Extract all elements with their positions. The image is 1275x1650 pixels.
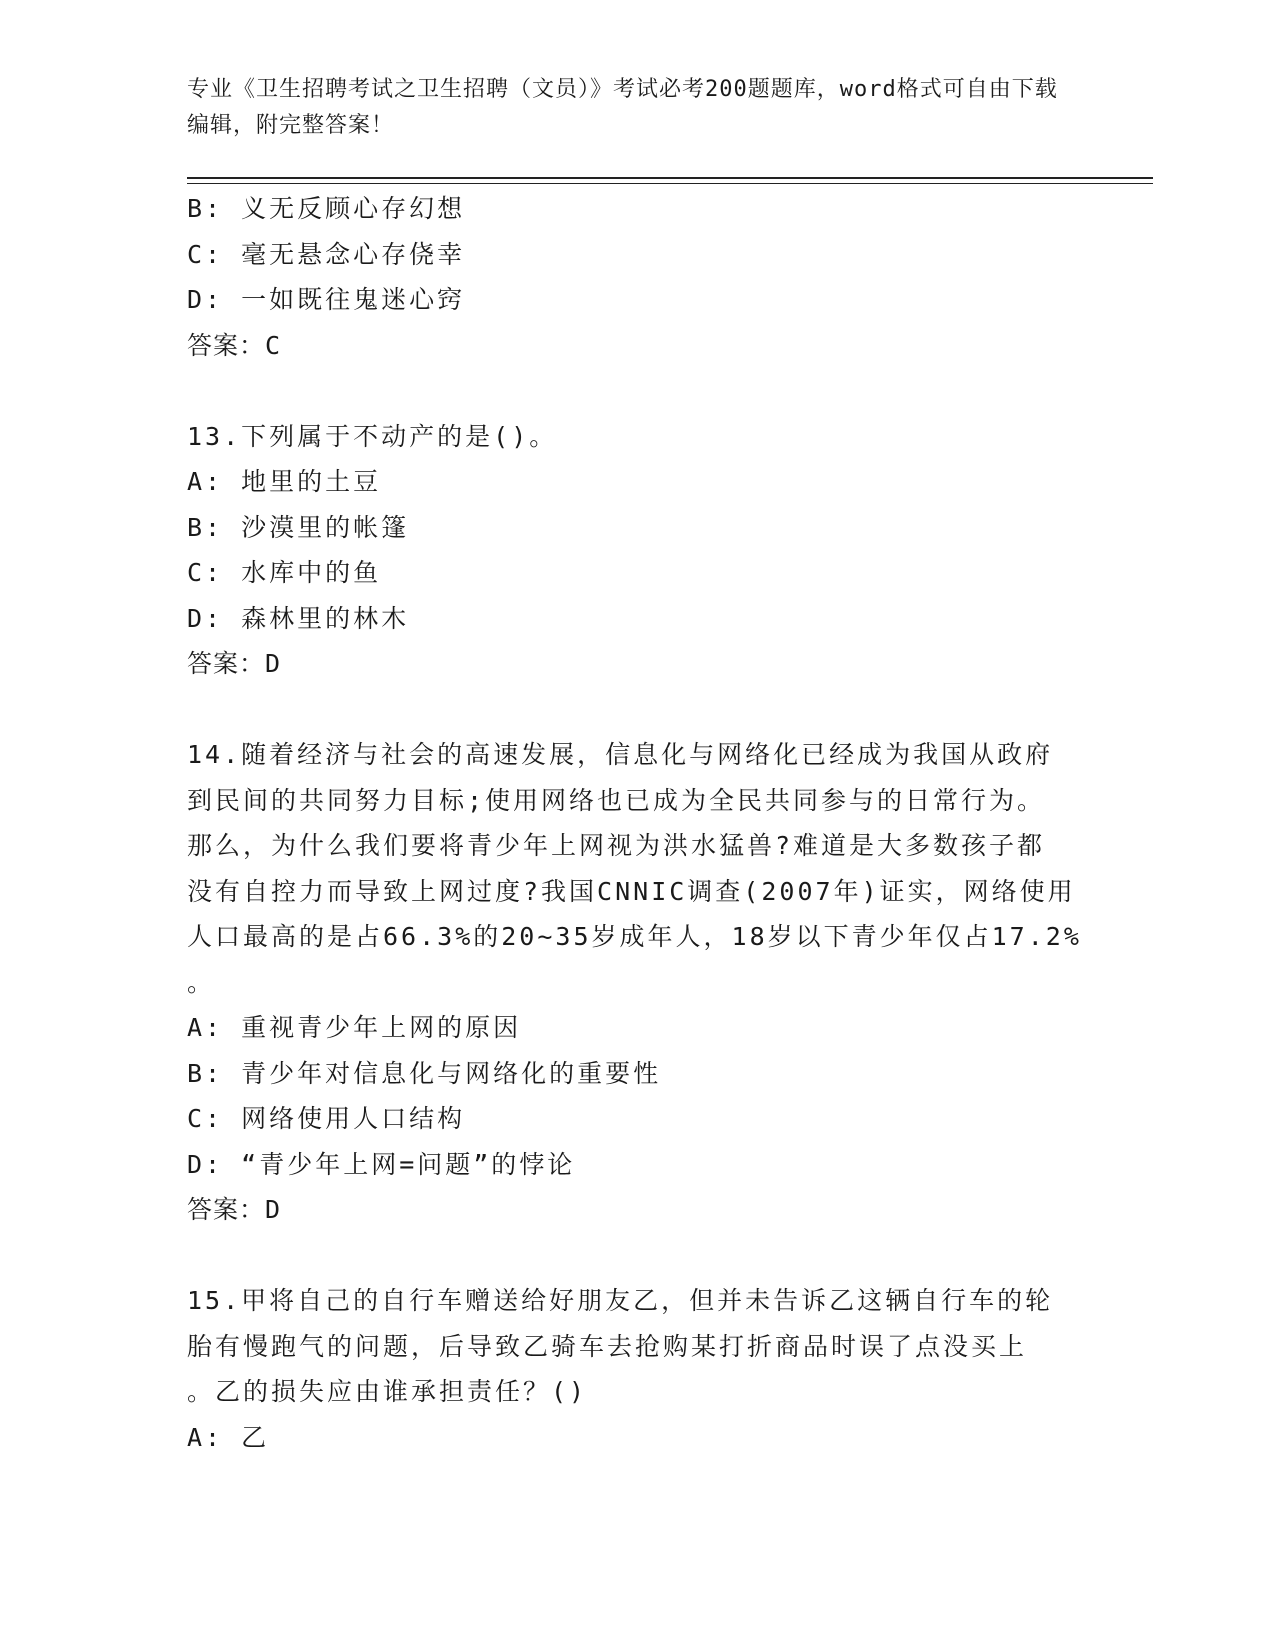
answer-line [187,641,1087,687]
answer-line [187,323,1087,369]
question-13 [187,414,1087,687]
question-prompt-line: 没有自控力而导致上网过度?我国CNNIC调查(2007年)证实，网络使用 [187,876,1076,906]
option-d: D: “青少年上网=问题”的悖论 [187,1149,576,1179]
question-prompt-line: 。乙的损失应由谁承担责任？() [187,1377,588,1406]
question-14 [187,732,1087,1233]
option-b: B: 沙漠里的帐篷 [187,512,410,542]
option-a: A: 地里的土豆 [187,467,382,496]
spacer [187,687,1087,733]
question-prompt-line: 那么，为什么我们要将青少年上网视为洪水猛兽?难道是大多数孩子都 [187,831,1046,860]
option-c: C: 毫无悬念心存侥幸 [187,239,466,269]
option-d: D: 森林里的林木 [187,603,410,633]
question-prompt-line: 。 [187,967,216,997]
option-b: B: 义无反顾心存幻想 [187,194,466,223]
spacer [187,1233,1087,1279]
question-prompt-line: 胎有慢跑气的问题，后导致乙骑车去抢购某打折商品时误了点没买上 [187,1331,1028,1361]
document-header [187,72,1067,144]
question-prompt-line: 15.甲将自己的自行车赠送给好朋友乙，但并未告诉乙这辆自行车的轮 [187,1286,1054,1315]
answer-label: 答案： [187,330,266,360]
header-text: 专业《卫生招聘考试之卫生招聘（文员）》考试必考200题题库，word格式可自由下载编辑，附完整答案！ [187,77,1058,138]
spacer [187,368,1087,414]
option-b: B: 青少年对信息化与网络化的重要性 [187,1058,662,1088]
option-c: C: 网络使用人口结构 [187,1104,466,1133]
answer-label: 答案： [187,649,266,678]
header-divider-thick [187,177,1153,179]
header-divider-thin [187,183,1153,184]
option-c: C: 水库中的鱼 [187,558,382,587]
option-d: D: 一如既往鬼迷心窍 [187,285,466,314]
question-prompt-line: 14.随着经济与社会的高速发展，信息化与网络化已经成为我国从政府 [187,740,1054,769]
answer-label: 答案： [187,1195,266,1224]
question-list [187,186,1087,1460]
question-prompt: 13.下列属于不动产的是()。 [187,421,558,451]
question-prompt-line: 人口最高的是占66.3%的20~35岁成年人，18岁以下青少年仅占17.2% [187,922,1082,951]
option-a: A: 重视青少年上网的原因 [187,1013,522,1042]
answer-value: D [265,1195,282,1224]
question-15 [187,1278,1087,1460]
answer-value: C [265,330,282,360]
question-prompt-line: 到民间的共同努力目标;使用网络也已成为全民共同参与的日常行为。 [187,785,1046,815]
answer-value: D [265,649,282,678]
option-a: A: 乙 [187,1422,270,1452]
answer-line [187,1187,1087,1233]
question-12-continuation [187,186,1087,368]
